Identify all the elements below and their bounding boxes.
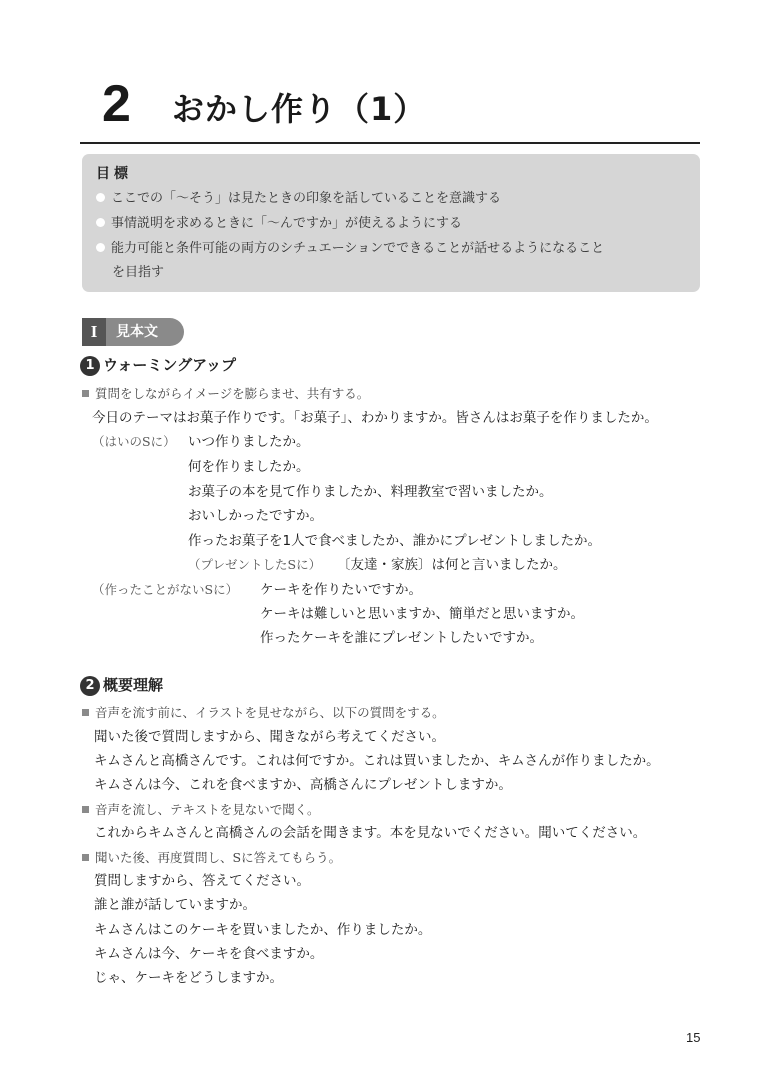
part2-title: 概要理解 (103, 676, 164, 694)
goal-text: 能力可能と条件可能の両方のシチュエーションでできることが話せるようになること (111, 241, 605, 256)
part2-heading (80, 674, 163, 696)
section-label: 見本文 (116, 324, 158, 340)
script-line: ケーキを作りたいですか。 (260, 582, 422, 598)
script-line: お菓子の本を見て作りましたか、料理教室で習いましたか。 (188, 484, 553, 500)
script-line: 誰と誰が話していますか。 (94, 897, 256, 913)
number-badge-icon: 1 (80, 356, 100, 376)
script-line: キムさんは今、ケーキを食べますか。 (94, 946, 324, 962)
script-line: これからキムさんと高橋さんの会話を聞きます。本を見ないでください。聞いてください。 (94, 825, 647, 841)
goal-text: 事情説明を求めるときに「〜んですか」が使えるようにする (111, 216, 463, 231)
chapter-number: 2 (102, 75, 131, 133)
script-line: 〔友達・家族〕は何と言いましたか。 (337, 557, 567, 573)
prefix-label: （作ったことがないSに） (92, 582, 239, 597)
bullet-icon (96, 193, 105, 202)
script-line: キムさんと高橋さんです。これは何ですか。これは買いましたか、キムさんが作りましたか。 (94, 753, 660, 769)
bullet-icon (96, 218, 105, 227)
instruction: 聞いた後、再度質問し、Sに答えてもらう。 (82, 848, 341, 868)
script-line: いつ作りましたか。 (188, 434, 310, 450)
square-bullet-icon (82, 390, 89, 397)
goal-item (96, 213, 462, 235)
script-line: じゃ、ケーキをどうしますか。 (94, 970, 283, 986)
prefix-label: （プレゼントしたSに） (188, 557, 322, 572)
square-bullet-icon (82, 854, 89, 861)
square-bullet-icon (82, 709, 89, 716)
square-bullet-icon (82, 806, 89, 813)
script-line: おいしかったですか。 (188, 508, 323, 524)
script-line: 聞いた後で質問しますから、聞きながら考えてください。 (94, 729, 445, 745)
chapter-title: おかし作り（1） (172, 90, 427, 128)
script-line: 今日のテーマはお菓子作りです。「お菓子」、わかりますか。皆さんはお菓子を作りましたか。 (92, 410, 658, 426)
goal-text: ここでの「〜そう」は見たときの印象を話していることを意識する (111, 191, 502, 206)
script-line: キムさんはこのケーキを買いましたか、作りましたか。 (94, 922, 432, 938)
script-line: キムさんは今、これを食べますか、高橋さんにプレゼントしますか。 (94, 777, 512, 793)
bullet-icon (96, 243, 105, 252)
part1-heading (80, 354, 236, 376)
instruction: 音声を流す前に、イラストを見せながら、以下の質問をする。 (82, 703, 445, 723)
instruction: 音声を流し、テキストを見ないで聞く。 (82, 800, 320, 820)
goal-continuation: を目指す (112, 265, 165, 280)
part1-title: ウォーミングアップ (103, 356, 237, 374)
goals-box (82, 154, 700, 292)
instruction: 質問をしながらイメージを膨らませ、共有する。 (82, 384, 369, 404)
number-badge-icon: 2 (80, 676, 100, 696)
chapter-header (80, 72, 700, 144)
page-number: 15 (686, 1030, 701, 1045)
section-tab (82, 318, 184, 346)
script-line: 何を作りましたか。 (188, 459, 310, 475)
script-line: 作ったケーキを誰にプレゼントしたいですか。 (260, 630, 543, 646)
section-numeral: I (82, 318, 106, 346)
script-line: 質問しますから、答えてください。 (94, 873, 310, 889)
goal-item (96, 188, 501, 210)
prefix-label: （はいのSに） (92, 434, 176, 449)
script-line: ケーキは難しいと思いますか、簡単だと思いますか。 (260, 606, 584, 622)
script-line: 作ったお菓子を1人で食べましたか、誰かにプレゼントしましたか。 (188, 533, 602, 549)
goal-item (96, 238, 604, 260)
goals-heading: 目標 (96, 166, 132, 182)
